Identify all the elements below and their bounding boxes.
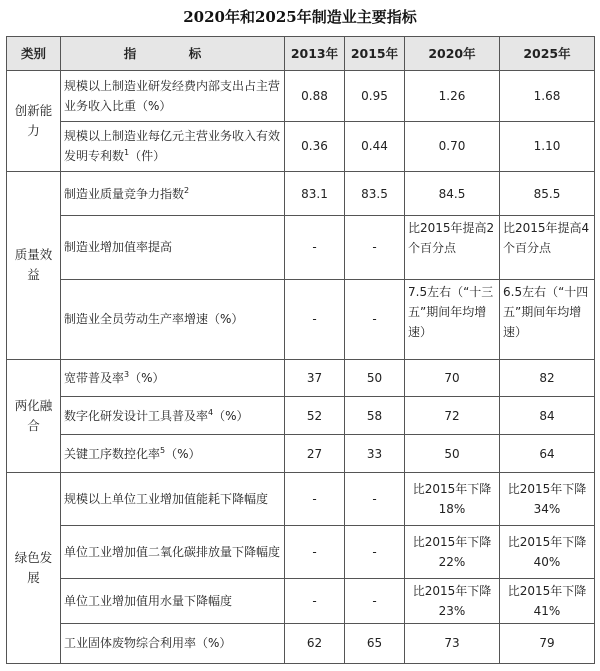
indicator-cell: 规模以上制造业研发经费内部支出占主营业务收入比重（%） [61,71,285,122]
indicator-cell [61,397,285,435]
indicator-unit: （%） [129,371,165,386]
value-2025: 比2015年下降41% [500,578,595,623]
indicator-table [6,36,595,664]
value-2013: - [285,216,345,279]
footnote-marker: 1 [124,148,130,158]
indicator-text: 宽带普及率 [64,371,125,386]
value-2013: - [285,525,345,578]
value-2020: 7.5左右（“十三五”期间年均增速） [405,279,500,359]
indicator-text: 规模以上制造业每亿元主营业务收入有效发明专利数 [64,129,281,164]
category-cell: 质量效益 [7,172,61,359]
indicator-unit: （%） [213,408,249,423]
table-body [7,71,595,664]
indicator-text: 制造业质量竞争力指数 [64,186,185,201]
value-2015: - [345,578,405,623]
table-row [7,216,595,279]
indicator-cell: 制造业增加值率提高 [61,216,285,279]
value-2025: 79 [500,623,595,663]
value-2013: 52 [285,397,345,435]
footnote-marker: 5 [160,445,166,455]
value-2025: 85.5 [500,172,595,216]
value-2020: 73 [405,623,500,663]
table-row [7,623,595,663]
indicator-cell [61,121,285,172]
value-2020: 比2015年下降23% [405,578,500,623]
value-2020: 比2015年提高2个百分点 [405,216,500,279]
header-2015: 2015年 [345,37,405,71]
indicator-text: 数字化研发设计工具普及率 [64,408,209,423]
indicator-cell [61,435,285,473]
value-2015: 83.5 [345,172,405,216]
footnote-marker: 3 [124,370,130,380]
header-2013: 2013年 [285,37,345,71]
header-category: 类别 [7,37,61,71]
value-2013: - [285,578,345,623]
table-row [7,279,595,359]
indicator-text: 关键工序数控化率 [64,446,161,461]
indicator-cell [61,172,285,216]
value-2013: 83.1 [285,172,345,216]
value-2013: 37 [285,359,345,397]
footnote-marker: 4 [208,407,214,417]
category-cell: 绿色发展 [7,473,61,664]
value-2013: 0.88 [285,71,345,122]
value-2025: 比2015年下降40% [500,525,595,578]
value-2020: 70 [405,359,500,397]
value-2015: 50 [345,359,405,397]
value-2025: 84 [500,397,595,435]
value-2015: - [345,473,405,526]
table-row [7,172,595,216]
value-2020: 84.5 [405,172,500,216]
value-2015: 0.44 [345,121,405,172]
indicator-cell: 制造业全员劳动生产率增速（%） [61,279,285,359]
value-2015: - [345,216,405,279]
value-2020: 0.70 [405,121,500,172]
value-2025: 1.10 [500,121,595,172]
table-row [7,473,595,526]
page-title: 2020年和2025年制造业主要指标 [183,8,417,26]
value-2015: 33 [345,435,405,473]
value-2015: 58 [345,397,405,435]
value-2013: - [285,279,345,359]
value-2025: 6.5左右（“十四五”期间年均增速） [500,279,595,359]
value-2025: 比2015年提高4个百分点 [500,216,595,279]
value-2025: 64 [500,435,595,473]
header-2025: 2025年 [500,37,595,71]
category-cell: 两化融合 [7,359,61,473]
value-2015: 65 [345,623,405,663]
value-2013: 62 [285,623,345,663]
value-2015: 0.95 [345,71,405,122]
header-indicator: 指 标 [61,37,285,71]
footnote-marker: 2 [184,185,190,195]
value-2025: 1.68 [500,71,595,122]
value-2020: 比2015年下降22% [405,525,500,578]
value-2020: 比2015年下降18% [405,473,500,526]
value-2013: - [285,473,345,526]
table-row [7,435,595,473]
value-2015: - [345,279,405,359]
value-2015: - [345,525,405,578]
indicator-cell: 单位工业增加值用水量下降幅度 [61,578,285,623]
table-row [7,71,595,122]
value-2020: 1.26 [405,71,500,122]
value-2013: 27 [285,435,345,473]
category-cell: 创新能力 [7,71,61,172]
table-row [7,397,595,435]
value-2025: 比2015年下降34% [500,473,595,526]
indicator-unit: （件） [129,149,166,164]
table-row [7,359,595,397]
table-row [7,121,595,172]
value-2013: 0.36 [285,121,345,172]
header-row [7,37,595,71]
table-row [7,578,595,623]
table-row [7,525,595,578]
value-2020: 72 [405,397,500,435]
indicator-cell: 单位工业增加值二氧化碳排放量下降幅度 [61,525,285,578]
value-2020: 50 [405,435,500,473]
value-2025: 82 [500,359,595,397]
indicator-cell: 工业固体废物综合利用率（%） [61,623,285,663]
header-2020: 2020年 [405,37,500,71]
indicator-unit: （%） [165,446,201,461]
indicator-cell: 规模以上单位工业增加值能耗下降幅度 [61,473,285,526]
indicator-cell [61,359,285,397]
